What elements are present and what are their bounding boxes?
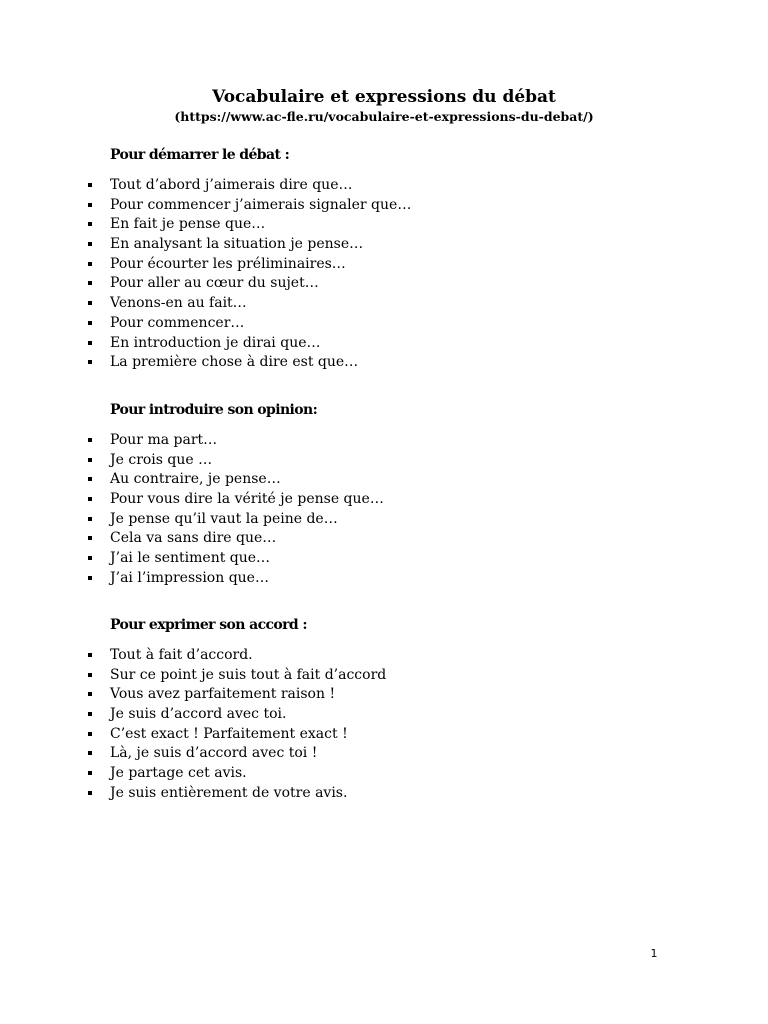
square-bullet-icon — [88, 321, 92, 325]
list-item-text: Pour commencer… — [110, 314, 245, 331]
list-item-text: Pour vous dire la vérité je pense que… — [110, 491, 384, 508]
list-item-text: En analysant la situation je pense… — [110, 236, 364, 253]
square-bullet-icon — [88, 203, 92, 207]
list-item-text: Tout à fait d’accord. — [110, 647, 253, 663]
list-item-text: Je crois que … — [110, 451, 213, 468]
square-bullet-icon — [88, 222, 92, 226]
square-bullet-icon — [88, 732, 92, 736]
list-item-text: En fait je pense que… — [110, 216, 266, 233]
square-bullet-icon — [88, 771, 92, 775]
section-heading: Pour démarrer le débat : — [110, 147, 290, 163]
square-bullet-icon — [88, 692, 92, 696]
square-bullet-icon — [88, 653, 92, 657]
list-item-text: C’est exact ! Parfaitement exact ! — [110, 725, 348, 742]
section-heading: Pour exprimer son accord : — [110, 617, 307, 633]
list-item-text: Cela va sans dire que… — [110, 530, 277, 547]
square-bullet-icon — [88, 497, 92, 501]
list-item-text: La première chose à dire est que… — [110, 354, 359, 371]
list-item-text: J’ai le sentiment que… — [110, 550, 271, 567]
list-item-text: Pour ma part… — [110, 432, 218, 448]
list-item-text: J’ai l’impression que… — [110, 569, 269, 586]
list-item-text: En introduction je dirai que… — [110, 334, 321, 351]
square-bullet-icon — [88, 438, 92, 442]
square-bullet-icon — [88, 301, 92, 305]
list-item-text: Vous avez parfaitement raison ! — [110, 686, 336, 703]
square-bullet-icon — [88, 458, 92, 462]
list-item-text: Je suis d’accord avec toi. — [110, 706, 287, 723]
square-bullet-icon — [88, 556, 92, 560]
square-bullet-icon — [88, 712, 92, 716]
list-item-text: Je partage cet avis. — [110, 765, 247, 782]
section-heading: Pour introduire son opinion: — [110, 402, 318, 418]
square-bullet-icon — [88, 576, 92, 580]
square-bullet-icon — [88, 262, 92, 266]
square-bullet-icon — [88, 183, 92, 187]
square-bullet-icon — [88, 673, 92, 677]
square-bullet-icon — [88, 791, 92, 795]
square-bullet-icon — [88, 281, 92, 285]
document-title: Vocabulaire et expressions du débat — [212, 87, 556, 107]
square-bullet-icon — [88, 536, 92, 540]
list-item-text: Pour écourter les préliminaires… — [110, 255, 346, 272]
source-url: (https://www.ac-fle.ru/vocabulaire-et-expressions-du-debat/) — [174, 109, 594, 124]
page-number: 1 — [650, 947, 658, 960]
list-item-text: Venons-en au fait… — [110, 295, 247, 312]
list-item-text: Sur ce point je suis tout à fait d’accord — [110, 666, 387, 683]
list-item-text: Au contraire, je pense… — [110, 471, 281, 488]
list-item-text: Je pense qu’il vaut la peine de… — [110, 510, 338, 527]
square-bullet-icon — [88, 341, 92, 345]
square-bullet-icon — [88, 751, 92, 755]
list-item-text: Pour commencer j’aimerais signaler que… — [110, 196, 412, 213]
square-bullet-icon — [88, 517, 92, 521]
square-bullet-icon — [88, 477, 92, 481]
list-item-text: Je suis entièrement de votre avis. — [110, 784, 348, 801]
square-bullet-icon — [88, 242, 92, 246]
list-item-text: Là, je suis d’accord avec toi ! — [110, 745, 318, 762]
list-item-text: Pour aller au cœur du sujet… — [110, 275, 319, 292]
square-bullet-icon — [88, 360, 92, 364]
list-item-text: Tout d’abord j’aimerais dire que… — [110, 177, 353, 193]
